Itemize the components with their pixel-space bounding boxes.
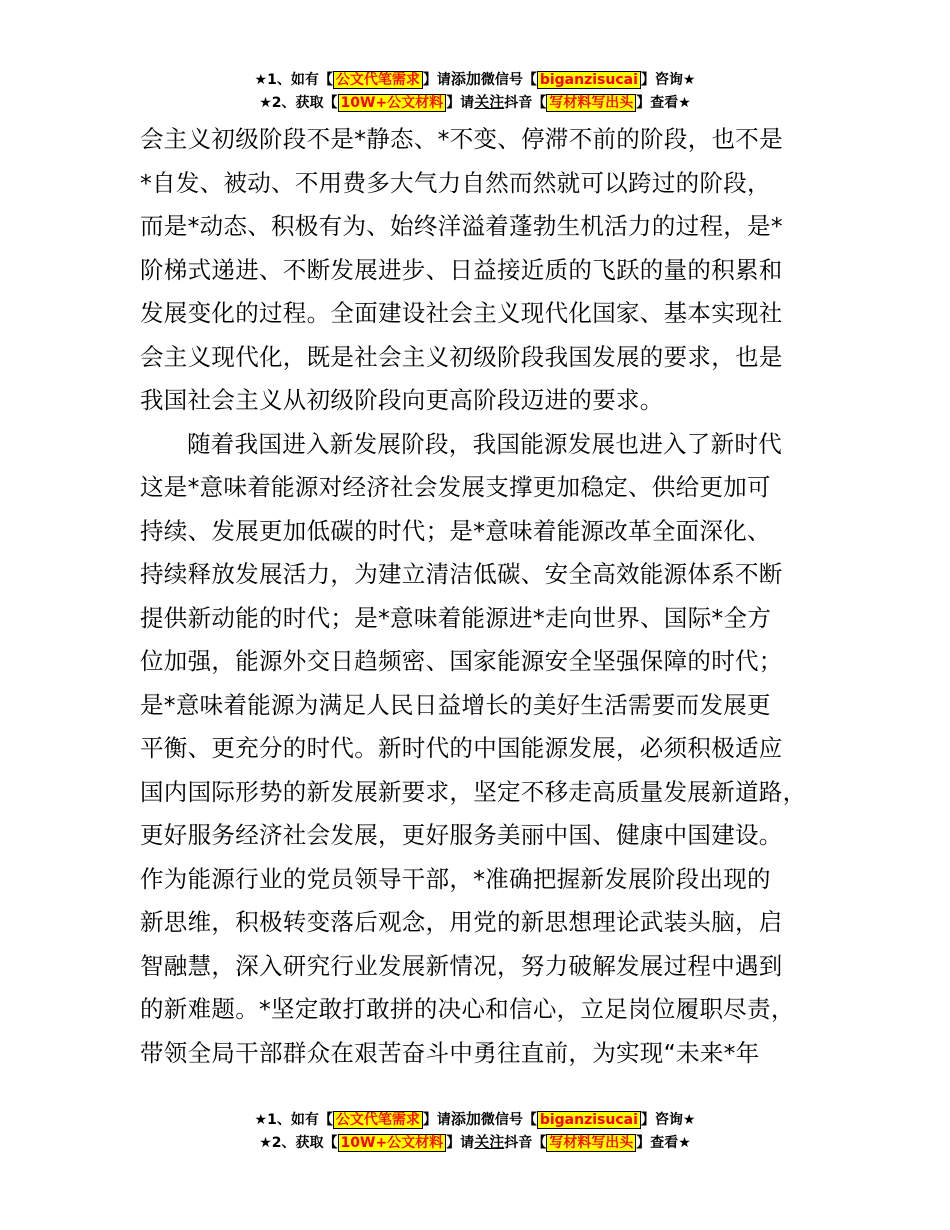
text-line: 带领全局干部群众在艰苦奋斗中勇往直前，为实现“未来*年 — [140, 1038, 760, 1067]
document-body — [140, 118, 830, 1075]
banner-text: 】请 — [446, 95, 475, 111]
text-line: 位加强，能源外交日趋频密、国家能源安全坚强保障的时代； — [140, 647, 783, 675]
banner-line-2 — [0, 91, 950, 114]
text-line: 持续、发展更加低碳的时代；是*意味着能源改革全面深化、 — [140, 516, 771, 545]
banner-line-1 — [0, 68, 950, 91]
banner-text: 】请 — [422, 1112, 451, 1128]
banner-text: ★2、获取【 — [259, 1135, 338, 1151]
text-line: 随着我国进入新发展阶段，我国能源发展也进入了新时代 — [187, 429, 782, 458]
highlight-label: biganzisucai — [537, 71, 641, 89]
banner-text: 微信号【 — [480, 72, 537, 88]
emphasis-text: 添加 — [450, 70, 481, 88]
highlight-label: 公文代笔需求 — [333, 71, 423, 89]
banner-text: 】请 — [446, 1135, 475, 1151]
banner-text: 】咨询★ — [640, 1112, 696, 1128]
text-line: 我国社会主义从初级阶段向更高阶段迈进的要求。 — [140, 386, 664, 414]
text-line: 作为能源行业的党员领导干部，*准确把握新发展阶段出现的 — [140, 864, 771, 893]
emphasis-text: 关注 — [474, 1133, 505, 1151]
text-line: 持续释放发展活力，为建立清洁低碳、安全高效能源体系不断 — [140, 560, 783, 588]
text-line: 阶梯式递进、不断发展进步、日益接近质的飞跃的量的积累和 — [140, 255, 783, 284]
text-line: 国内国际形势的新发展新要求，坚定不移走高质量发展新道路， — [140, 777, 807, 806]
banner-text: 】咨询★ — [640, 72, 696, 88]
header-banner — [0, 68, 950, 114]
banner-text: ★1、如有【 — [254, 72, 333, 88]
text-line: 发展变化的过程。全面建设社会主义现代化国家、基本实现社 — [140, 299, 783, 327]
highlight-label: 10W+公文材料 — [338, 1134, 447, 1152]
emphasis-text: 添加 — [450, 1110, 481, 1128]
paragraph-2 — [140, 423, 830, 1076]
banner-text: 】查看★ — [636, 95, 691, 111]
text-line: 的新难题。*坚定敢打敢拼的决心和信心，立足岗位履职尽责， — [140, 995, 795, 1023]
text-line: *自发、被动、不用费多大气力自然而然就可以跨过的阶段， — [140, 168, 771, 197]
text-line: 会主义现代化，既是社会主义初级阶段我国发展的要求，也是 — [140, 342, 783, 371]
banner-text: 】查看★ — [636, 1135, 691, 1151]
highlight-label: 写材料写出头 — [546, 94, 636, 112]
highlight-label: 写材料写出头 — [546, 1134, 636, 1152]
text-line: 平衡、更充分的时代。新时代的中国能源发展，必须积极适应 — [140, 734, 783, 762]
banner-text: ★1、如有【 — [254, 1112, 333, 1128]
text-line: 这是*意味着能源对经济社会发展支撑更加稳定、供给更加可 — [140, 473, 771, 501]
footer-banner — [0, 1108, 950, 1154]
banner-line-1 — [0, 1108, 950, 1131]
banner-text: 抖音【 — [504, 1135, 547, 1151]
text-line: 智融慧，深入研究行业发展新情况，努力破解发展过程中遇到 — [140, 951, 783, 980]
highlight-label: biganzisucai — [537, 1111, 641, 1129]
text-line: 新思维，积极转变落后观念，用党的新思想理论武装头脑，启 — [140, 908, 783, 936]
banner-text: 抖音【 — [504, 95, 547, 111]
text-line: 会主义初级阶段不是*静态、*不变、停滞不前的阶段，也不是 — [140, 125, 783, 153]
banner-text: 】请 — [422, 72, 451, 88]
text-line: 是*意味着能源为满足人民日益增长的美好生活需要而发展更 — [140, 690, 771, 719]
text-line: 更好服务经济社会发展，更好服务美丽中国、健康中国建设。 — [140, 821, 783, 849]
text-line: 而是*动态、积极有为、始终洋溢着蓬勃生机活力的过程，是* — [140, 212, 783, 240]
emphasis-text: 关注 — [474, 93, 505, 111]
highlight-label: 10W+公文材料 — [338, 94, 447, 112]
paragraph-1 — [140, 118, 830, 423]
banner-line-2 — [0, 1131, 950, 1154]
text-line: 提供新动能的时代；是*意味着能源进*走向世界、国际*全方 — [140, 603, 772, 632]
highlight-label: 公文代笔需求 — [333, 1111, 423, 1129]
banner-text: ★2、获取【 — [259, 95, 338, 111]
banner-text: 微信号【 — [480, 1112, 537, 1128]
